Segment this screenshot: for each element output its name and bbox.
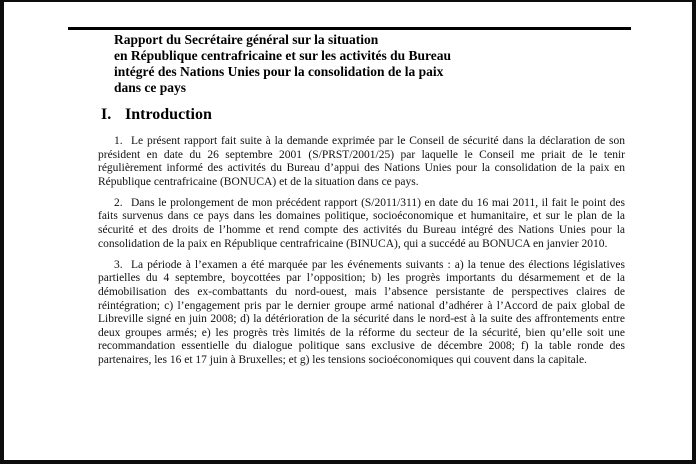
- paragraph-number: 1.: [114, 135, 123, 147]
- report-title-line: dans ce pays: [114, 80, 187, 95]
- section-numeral: I.: [101, 106, 112, 123]
- paragraph: [98, 135, 625, 189]
- report-title-line: intégré des Nations Unies pour la consolidation de la paix: [114, 64, 444, 79]
- report-title: [114, 32, 594, 96]
- paragraph-text: Dans le prolongement de mon précédent rapport (S/2011/311) en date du 16 mai 2011, il fait le point des faits survenus dans ce pays dans les domaines politique, socioéconomique et humanitaire, et sur le plan de la sécurité et des droits de l’homme et rend compte des activités du Bureau intégré des Nations Unies pour la consolidation de la paix en République centrafricaine (BINUCA), qui a succédé au BONUCA en janvier 2010.: [98, 196, 625, 250]
- document-page: [4, 2, 692, 460]
- paragraph-number: 3.: [114, 258, 123, 271]
- report-title-line: Rapport du Secrétaire général sur la situation: [114, 32, 379, 47]
- paragraph: [98, 259, 625, 368]
- document-body: [98, 135, 625, 375]
- paragraph-text: La période à l’examen a été marquée par les événements suivants : a) la tenue des élections législatives partielles du 4 septembre, boycottées par l’opposition; b) les progrès importants du désarmement et de la démobilisation des ex-combattants du nord-ouest, mais l’absence persistante de perspectives claires de réintégration; c) l’engagement pris par le dernier groupe armé national d’adhérer à l’Accord de paix global de Libreville signé en juin 2008; d) la détérioration de la sécurité dans le nord-est à la suite des affrontements entre deux groupes armés; e) les progrès très limités de la réforme du secteur de la sécurité, bien qu’elle soit une recommandation essentielle du dialogue politique sans exclusive de décembre 2008; f) la table ronde des partenaires, les 16 et 17 juin à Bruxelles; et g) les tensions socioéconomiques qui couvent dans la capitale.: [98, 258, 625, 366]
- section-heading-label: Introduction: [125, 106, 212, 123]
- report-title-line: en République centrafricaine et sur les activités du Bureau: [114, 48, 451, 63]
- paragraph-text: Le présent rapport fait suite à la demande exprimée par le Conseil de sécurité dans la déclaration de son président en date du 26 septembre 2001 (S/PRST/2001/25) par laquelle le Conseil me priait de le tenir régulièrement informé des activités du Bureau d’appui des Nations Unies pour la consolidation de la paix en République centrafricaine (BONUCA) et de la situation dans ce pays.: [98, 135, 625, 188]
- section-heading: [101, 105, 601, 125]
- paragraph-number: 2.: [114, 196, 123, 209]
- header-rule: [68, 27, 631, 30]
- paragraph: [98, 197, 625, 251]
